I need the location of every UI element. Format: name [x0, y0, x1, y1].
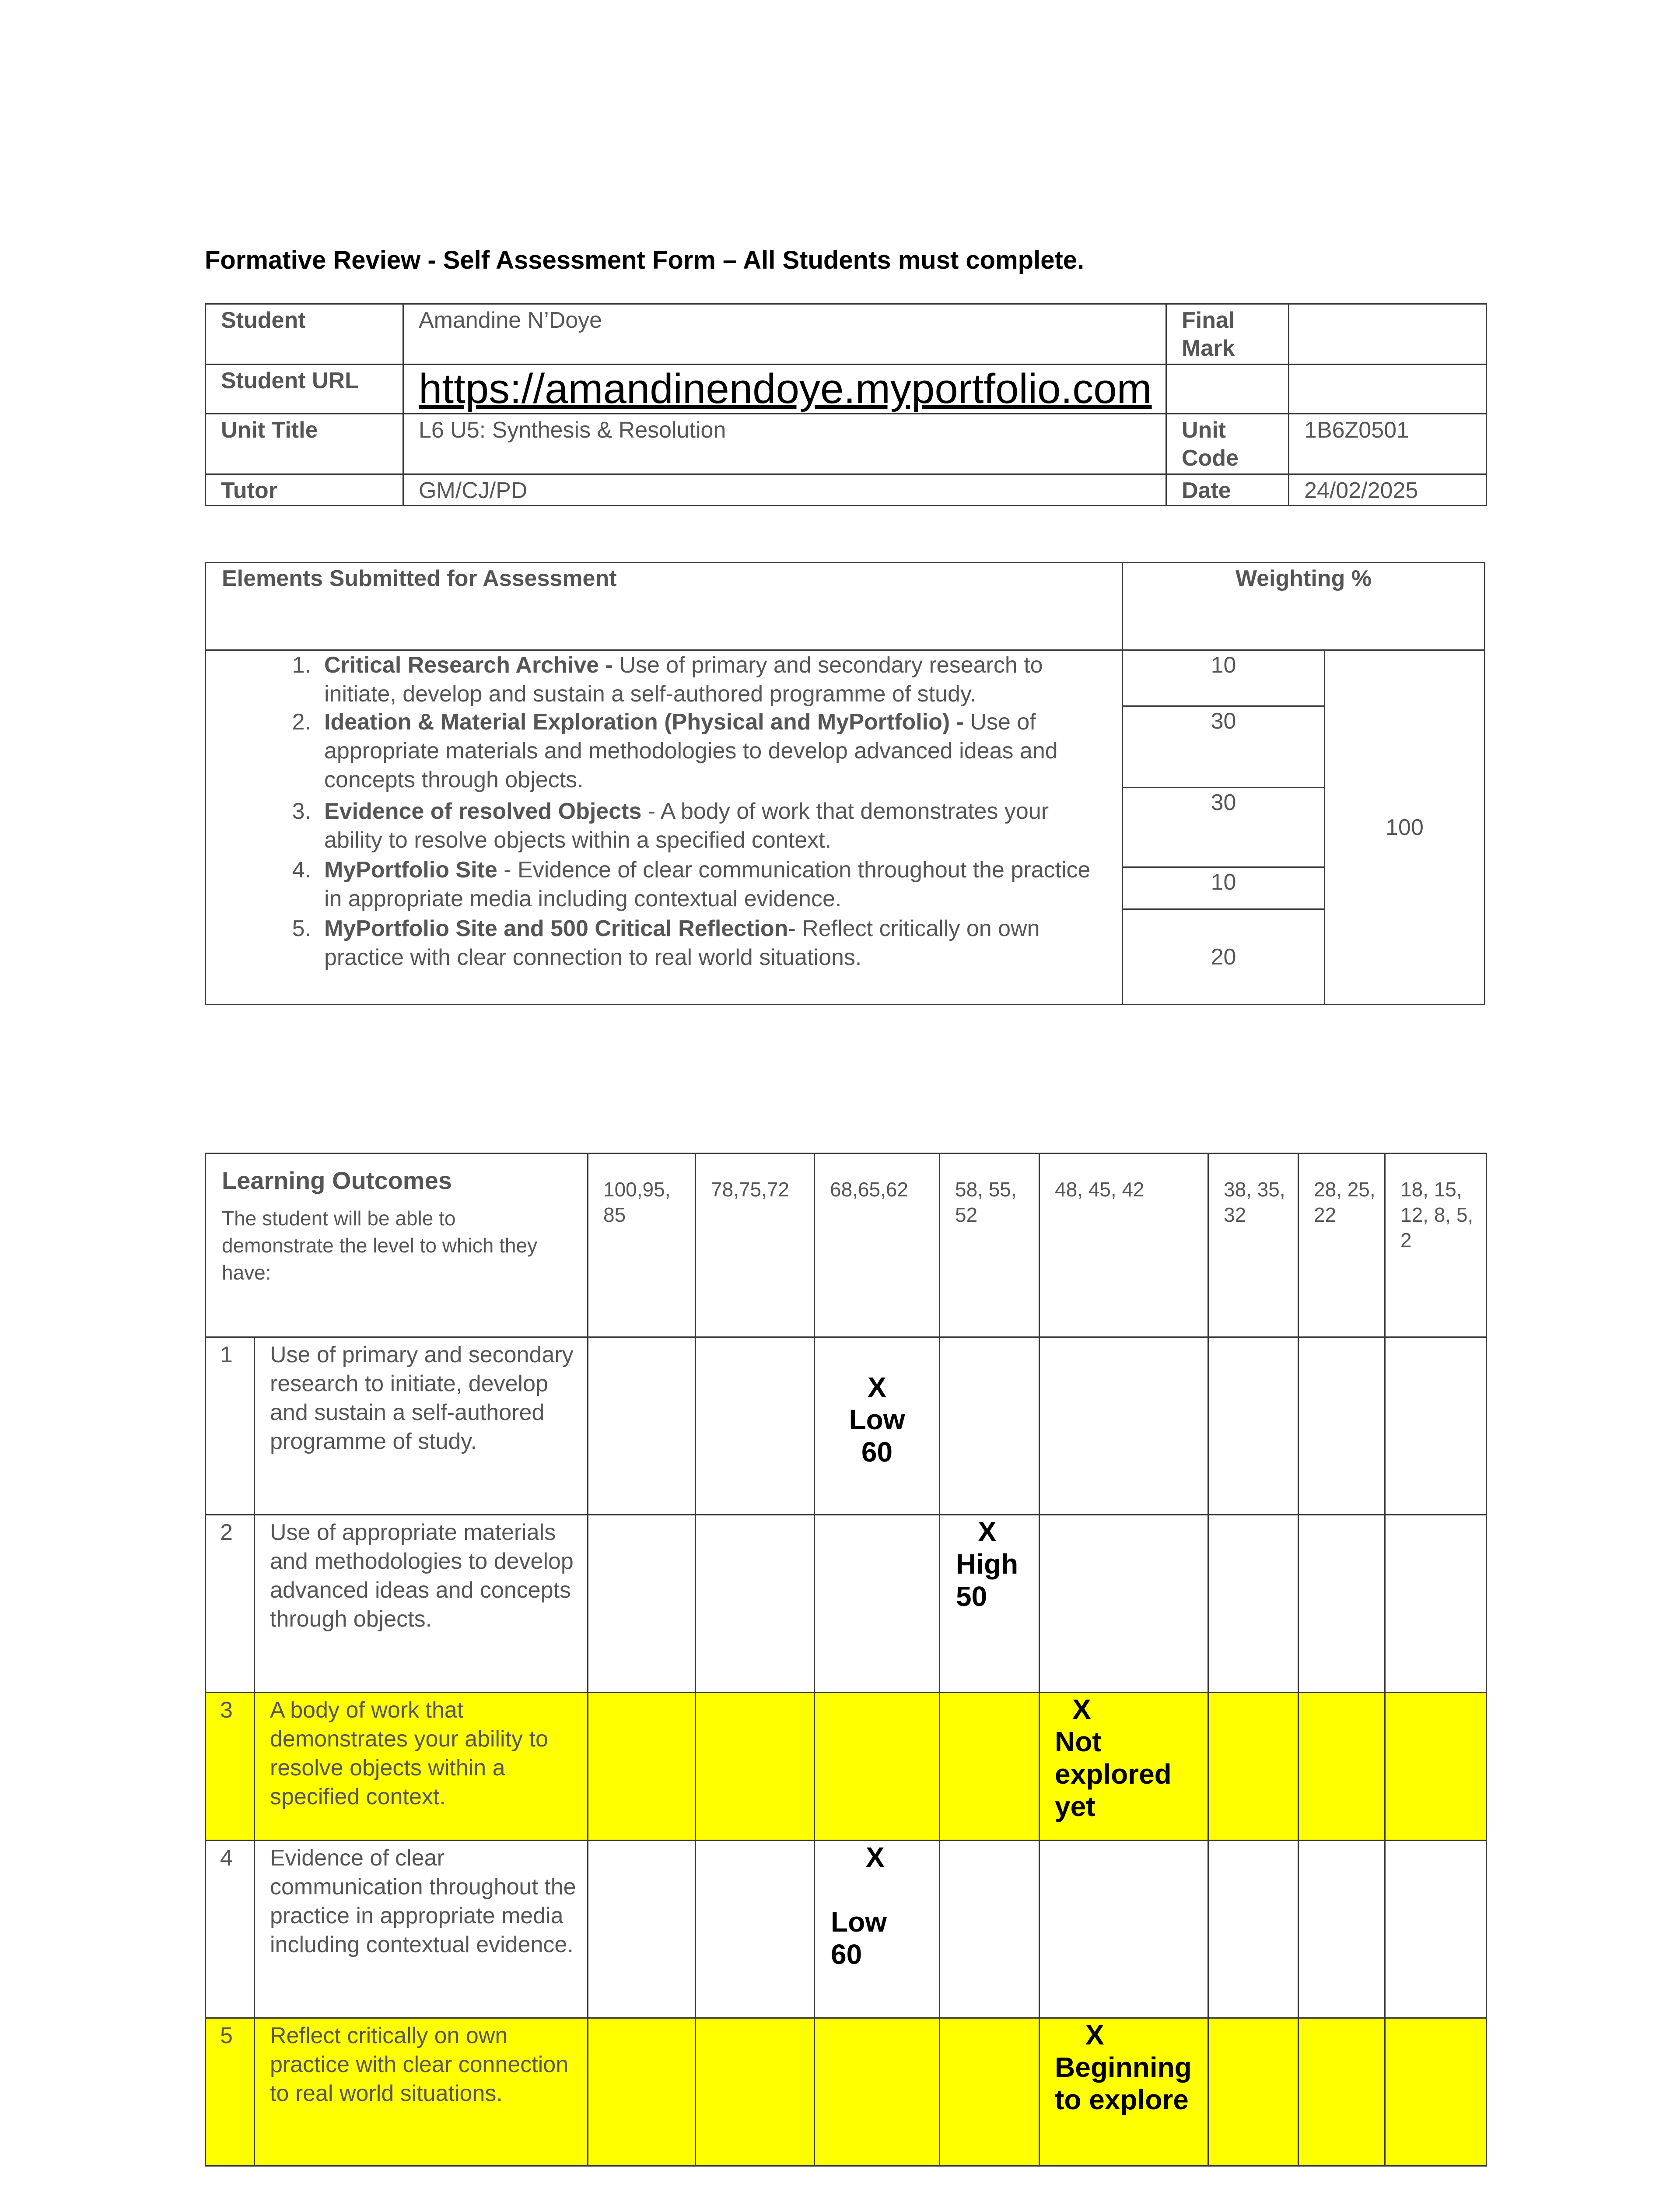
student-name-value: Amandine N’Doye: [403, 304, 1166, 365]
grade-cell[interactable]: [1208, 1515, 1298, 1693]
outcome-number: 3: [206, 1693, 255, 1841]
grade-cell[interactable]: [940, 2018, 1040, 2166]
element-item: [292, 708, 1107, 794]
element-number: 4.: [292, 857, 311, 883]
element-number: 5.: [292, 916, 311, 941]
element-description: Use of appropriate materials and methodologies to develop advanced ideas and concepts through objects.: [324, 709, 1058, 792]
element-title: Critical Research Archive -: [324, 652, 613, 678]
unit-code-value: 1B6Z0501: [1289, 414, 1487, 474]
mark-level: Beginning: [1055, 2051, 1192, 2083]
outcome-row-1: [206, 1337, 1487, 1515]
grade-band-header: 78,75,72: [696, 1154, 815, 1337]
learning-outcomes-table: [205, 1153, 1487, 2167]
mark-score: 60: [831, 1939, 862, 1970]
elements-submitted-table: [205, 562, 1485, 1005]
grade-band-header: 38, 35, 32: [1208, 1154, 1298, 1337]
outcome-description: Use of primary and secondary research to initiate, develop and sustain a self-authored programme of study.: [255, 1337, 588, 1515]
outcome-description: Reflect critically on own practice with clear connection to real world situations.: [255, 2018, 588, 2166]
element-number: 3.: [292, 799, 311, 824]
student-url-label: Student URL: [206, 365, 403, 414]
student-url-link[interactable]: https://amandinendoye.myportfolio.com: [403, 365, 1166, 414]
unit-title-value: L6 U5: Synthesis & Resolution: [403, 414, 1166, 474]
grade-cell[interactable]: [1298, 1337, 1385, 1515]
mark-spacer: [831, 1873, 939, 1906]
grade-cell[interactable]: [1385, 2018, 1487, 2166]
outcome-row-3: [206, 1693, 1487, 1841]
student-label: Student: [206, 304, 403, 365]
grade-cell[interactable]: [1298, 1693, 1385, 1841]
grade-cell-marked[interactable]: [815, 1841, 940, 2018]
mark-level: yet: [1055, 1791, 1096, 1822]
grade-cell[interactable]: [1385, 1337, 1487, 1515]
mark-x: X: [1072, 1694, 1091, 1725]
grade-cell[interactable]: [1040, 1337, 1208, 1515]
grade-cell[interactable]: [815, 1693, 940, 1841]
tutor-value: GM/CJ/PD: [403, 474, 1166, 506]
mark-level: Not: [1055, 1726, 1102, 1757]
outcome-number: 5: [206, 2018, 255, 2166]
learning-outcomes-subtitle: The student will be able to demonstrate the level to which they have:: [222, 1207, 538, 1284]
grade-cell[interactable]: [696, 1693, 815, 1841]
grade-cell[interactable]: [940, 1693, 1040, 1841]
grade-cell[interactable]: [1208, 1841, 1298, 2018]
mark-score: 50: [956, 1581, 987, 1612]
unit-code-label: Unit Code: [1166, 414, 1289, 474]
final-mark-value[interactable]: [1289, 304, 1487, 365]
element-item: [292, 914, 1107, 972]
grade-cell[interactable]: [1208, 1693, 1298, 1841]
mark-level: explored: [1055, 1758, 1172, 1790]
outcome-number: 1: [206, 1337, 255, 1515]
mark-x: X: [868, 1371, 886, 1403]
weight-value: 10: [1123, 867, 1325, 909]
weight-value: 30: [1123, 788, 1325, 867]
element-description: - A body of work that demonstrates your ability to resolve objects within a specified context.: [324, 799, 1049, 853]
grade-band-header: 18, 15, 12, 8, 5, 2: [1385, 1154, 1487, 1337]
mark-x: X: [866, 1841, 885, 1873]
grade-band-header: 28, 25, 22: [1298, 1154, 1385, 1337]
mark-level: to explore: [1055, 2084, 1189, 2115]
grade-cell[interactable]: [940, 1337, 1040, 1515]
grade-cell[interactable]: [1385, 1841, 1487, 2018]
element-title: MyPortfolio Site and 500 Critical Reflection: [324, 916, 788, 941]
final-mark-label: Final Mark: [1166, 304, 1289, 365]
grade-cell-marked[interactable]: [1040, 2018, 1208, 2166]
grade-cell[interactable]: [696, 1841, 815, 2018]
grade-band-header: 48, 45, 42: [1040, 1154, 1208, 1337]
grade-cell[interactable]: [588, 1693, 696, 1841]
mark-score: 60: [861, 1436, 893, 1468]
grade-cell[interactable]: [1208, 1337, 1298, 1515]
page-title: Formative Review - Self Assessment Form – All Students must complete.: [205, 246, 1085, 274]
element-description: - Reflect critically on own practice with clear connection to real world situations.: [324, 916, 1040, 970]
element-number: 1.: [292, 652, 311, 678]
grade-cell[interactable]: [588, 2018, 696, 2166]
grade-cell[interactable]: [696, 2018, 815, 2166]
grade-cell[interactable]: [1040, 1515, 1208, 1693]
weighting-header: Weighting %: [1123, 563, 1485, 650]
weight-total: 100: [1325, 650, 1485, 1005]
grade-cell[interactable]: [588, 1841, 696, 2018]
grade-cell[interactable]: [588, 1337, 696, 1515]
element-item: [292, 856, 1107, 913]
grade-cell[interactable]: [1385, 1693, 1487, 1841]
weight-value: 30: [1123, 706, 1325, 788]
outcome-row-5: [206, 2018, 1487, 2166]
outcome-row-2: [206, 1515, 1487, 1693]
element-item: [292, 797, 1107, 855]
element-title: Ideation & Material Exploration (Physical and MyPortfolio) -: [324, 709, 964, 735]
mark-level: Low: [831, 1906, 887, 1938]
outcome-row-4: [206, 1841, 1487, 2018]
grade-cell[interactable]: [588, 1515, 696, 1693]
grade-cell[interactable]: [940, 1841, 1040, 2018]
elements-list: [206, 650, 1123, 1005]
date-value: 24/02/2025: [1289, 474, 1487, 506]
empty-cell: [1289, 365, 1487, 414]
mark-x: X: [978, 1516, 997, 1547]
outcome-number: 2: [206, 1515, 255, 1693]
element-description: - Evidence of clear communication throughout the practice in appropriate media including contextual evidence.: [324, 857, 1091, 912]
grade-cell[interactable]: [815, 1515, 940, 1693]
grade-cell[interactable]: [1385, 1515, 1487, 1693]
outcome-description: Evidence of clear communication throughout the practice in appropriate media including contextual evidence.: [255, 1841, 588, 2018]
grade-cell-marked[interactable]: [940, 1515, 1040, 1693]
grade-cell[interactable]: [1298, 1841, 1385, 2018]
outcome-description: Use of appropriate materials and methodologies to develop advanced ideas and concepts through objects.: [255, 1515, 588, 1693]
weight-value: 20: [1123, 909, 1325, 1005]
element-title: Evidence of resolved Objects: [324, 799, 642, 824]
empty-cell: [1166, 365, 1289, 414]
grade-band-header: 58, 55, 52: [940, 1154, 1040, 1337]
date-label: Date: [1166, 474, 1289, 506]
elements-header: Elements Submitted for Assessment: [206, 563, 1123, 650]
mark-level: High: [956, 1548, 1018, 1580]
grade-cell[interactable]: [1298, 2018, 1385, 2166]
grade-cell[interactable]: [696, 1515, 815, 1693]
outcome-number: 4: [206, 1841, 255, 2018]
element-title: MyPortfolio Site: [324, 857, 497, 883]
outcome-description: A body of work that demonstrates your ability to resolve objects within a specified context.: [255, 1693, 588, 1841]
element-item: [292, 651, 1107, 708]
grade-band-header: 68,65,62: [815, 1154, 940, 1337]
mark-level: Low: [849, 1404, 905, 1435]
element-number: 2.: [292, 709, 311, 735]
grade-cell-marked[interactable]: [815, 1337, 940, 1515]
grade-cell-marked[interactable]: [1040, 1693, 1208, 1841]
learning-outcomes-title: Learning Outcomes: [222, 1167, 452, 1194]
student-info-table: [205, 303, 1487, 506]
unit-title-label: Unit Title: [206, 414, 403, 474]
grade-cell[interactable]: [696, 1337, 815, 1515]
mark-x: X: [1085, 2019, 1104, 2051]
learning-outcomes-header: [206, 1154, 588, 1337]
grade-cell[interactable]: [1208, 2018, 1298, 2166]
tutor-label: Tutor: [206, 474, 403, 506]
grade-band-header: 100,95, 85: [588, 1154, 696, 1337]
grade-cell[interactable]: [1040, 1841, 1208, 2018]
element-description: Use of primary and secondary research to initiate, develop and sustain a self-authored programme of study.: [324, 652, 1043, 707]
weight-value: 10: [1123, 650, 1325, 706]
grade-cell[interactable]: [1298, 1515, 1385, 1693]
grade-cell[interactable]: [815, 2018, 940, 2166]
